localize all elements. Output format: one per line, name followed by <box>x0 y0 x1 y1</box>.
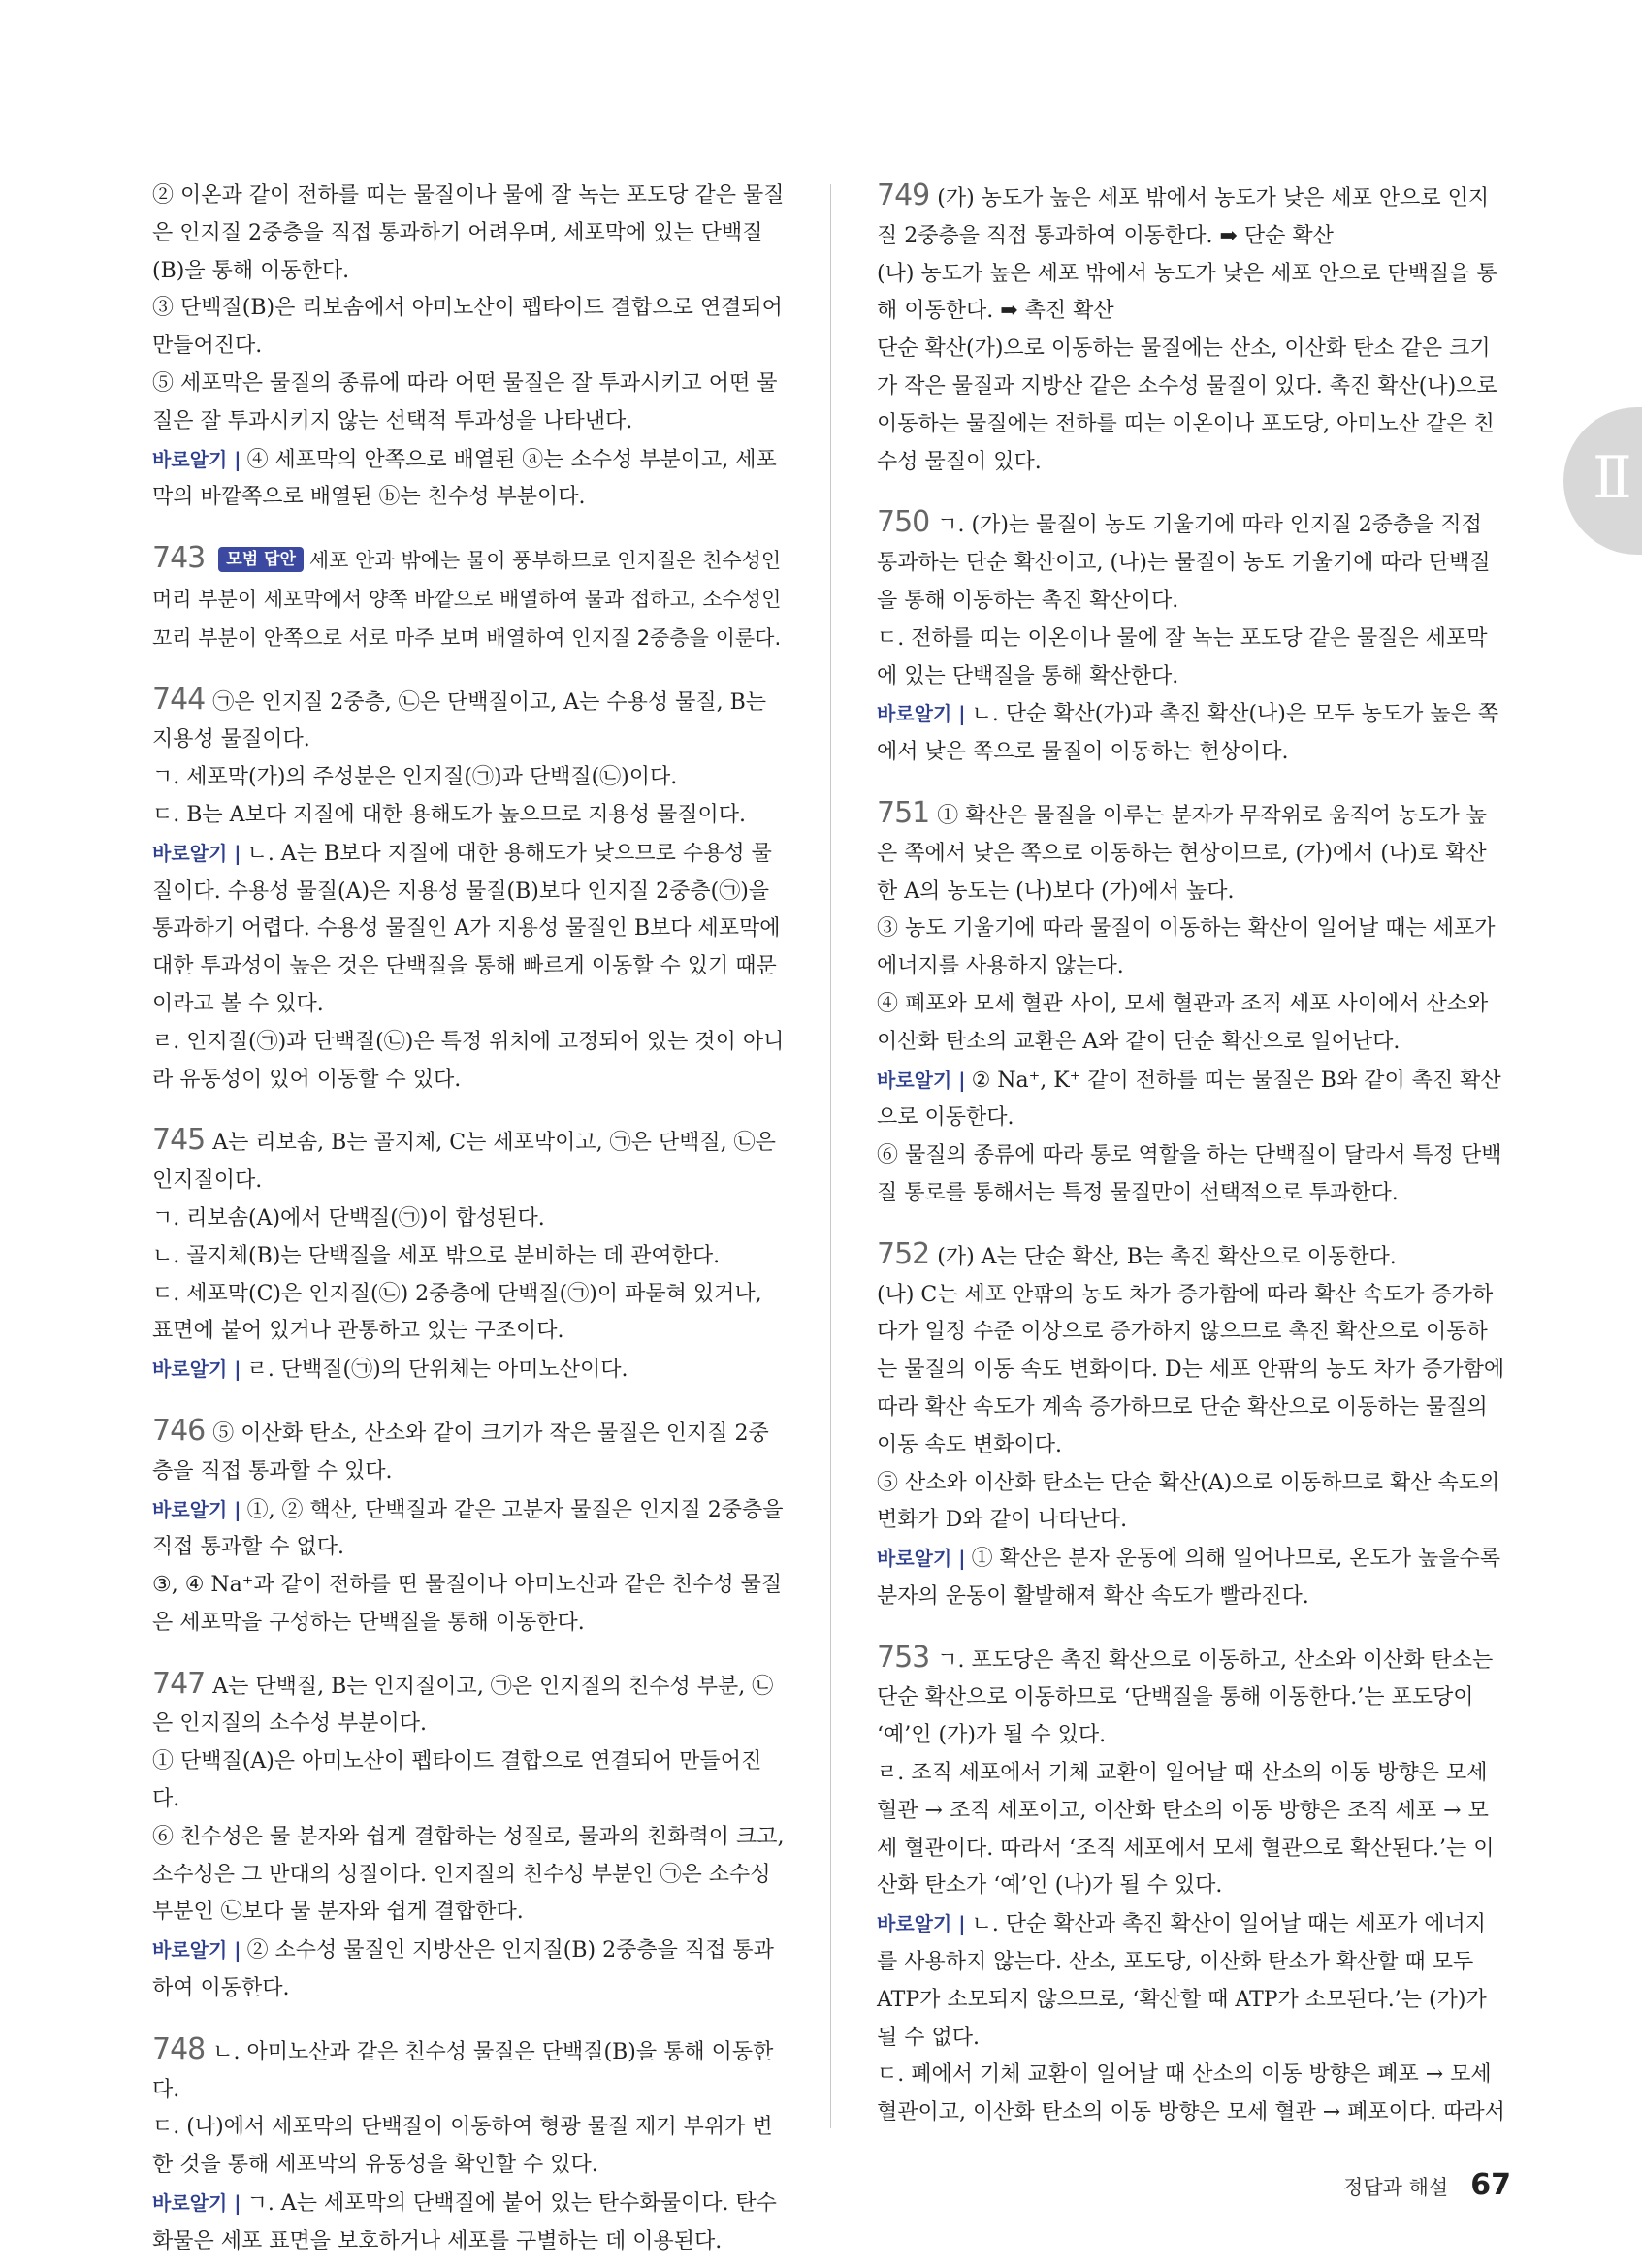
paragraph-text: ㄱ. A는 세포막의 단백질에 붙어 있는 탄수화물이다. 탄수화물은 세포 표면을 보호하거나 세포를 구별하는 데 이용된다. <box>152 2191 777 2253</box>
explanation-paragraph <box>152 290 788 366</box>
footer-label: 정답과 해설 <box>1343 2176 1449 2199</box>
answer-entry <box>877 1640 1505 2132</box>
paragraph-text: ③, ④ Na⁺과 같이 전하를 띤 물질이나 아미노산과 같은 친수성 물질은 세포막을 구성하는 단백질을 통해 이동한다. <box>152 1573 783 1635</box>
answer-entry <box>152 177 788 517</box>
explanation-paragraph <box>152 2185 788 2261</box>
explanation-paragraph <box>152 1743 788 1819</box>
paragraph-text: ㄱ. 리보솜(A)에서 단백질(㉠)이 합성된다. <box>152 1205 545 1230</box>
entry-text: ① 확산은 물질을 이루는 분자가 무작위로 움직여 농도가 높은 쪽에서 낮은 쪽으로 이동하는 현상이므로, (가)에서 (나)로 확산한 A의 농도는 (나)보다 (가)에서 높다. <box>877 803 1488 904</box>
paragraph-text: ③ 농도 기울기에 따라 물질이 이동하는 확산이 일어날 때는 세포가 에너지를 사용하지 않는다. <box>877 916 1496 979</box>
entry-first-line <box>152 682 788 760</box>
left-column <box>152 177 788 2261</box>
entry-text: ㄱ. 포도당은 촉진 확산으로 이동하고, 산소와 이산화 탄소는 단순 확산으로 이동하므로 ‘단백질을 통해 이동한다.’는 포도당이 ‘예’인 (가)가 될 수 있다. <box>877 1647 1494 1748</box>
entry-text: ㉠은 인지질 2중층, ㉡은 단백질이고, A는 수용성 물질, B는 지용성 물질이다. <box>152 689 767 752</box>
correction-label: 바로알기 | <box>877 1547 966 1571</box>
entry-first-line <box>877 795 1505 910</box>
answer-entry <box>152 1122 788 1390</box>
question-number: 747 <box>152 1666 206 1701</box>
correction-label: 바로알기 | <box>152 1497 241 1521</box>
paragraph-text: ㄴ. 단순 확산과 촉진 확산이 일어날 때는 세포가 에너지를 사용하지 않는다. 산소, 포도당, 이산화 탄소가 확산할 때 모두 ATP가 소모되지 않으므로, ‘확산할 때 ATP가 소모된다.’는 (가)가 될 수 없다. <box>877 1912 1487 2050</box>
paragraph-text: ③ 단백질(B)은 리보솜에서 아미노산이 펩타이드 결합으로 연결되어 만들어진다. <box>152 296 783 359</box>
explanation-paragraph <box>877 621 1505 696</box>
paragraph-text: ㄴ. 단순 확산(가)과 촉진 확산(나)은 모두 농도가 높은 쪽에서 낮은 쪽으로 물질이 이동하는 현상이다. <box>877 702 1499 765</box>
answer-entry <box>152 1666 788 2008</box>
paragraph-text: ① 확산은 분자 운동에 의해 일어나므로, 온도가 높을수록 분자의 운동이 활발해져 확산 속도가 빨라진다. <box>877 1547 1501 1609</box>
explanation-paragraph <box>877 1137 1505 1213</box>
paragraph-text: ㄷ. 폐에서 기체 교환이 일어날 때 산소의 이동 방향은 폐포 → 모세 혈관이고, 이산화 탄소의 이동 방향은 모세 혈관 → 폐포이다. 따라서 <box>877 2062 1505 2125</box>
question-number: 753 <box>877 1640 930 1675</box>
correction-label: 바로알기 | <box>152 2191 241 2216</box>
answer-entry <box>152 540 788 657</box>
question-number: 752 <box>877 1236 930 1271</box>
question-number: 748 <box>152 2031 206 2066</box>
explanation-paragraph <box>152 1024 788 1100</box>
paragraph-text: ㄹ. 조직 세포에서 기체 교환이 일어날 때 산소의 이동 방향은 모세 혈관 → 조직 세포이고, 이산화 탄소의 이동 방향은 조직 세포 → 모세 혈관이다. 따라서 ‘조직 세포에서 모세 혈관으로 확산된다.’는 이산화 탄소가 ‘예’인 (나)가 될 수 있다. <box>877 1761 1495 1899</box>
section-tab-label: Ⅱ <box>1593 444 1632 512</box>
entry-text: (가) A는 단순 확산, B는 촉진 확산으로 이동한다. <box>937 1244 1397 1269</box>
model-answer-badge: 모범 답안 <box>218 547 304 572</box>
answer-entry <box>152 682 788 1100</box>
paragraph-text: ㄹ. 인지질(㉠)과 단백질(㉡)은 특정 위치에 고정되어 있는 것이 아니라 유동성이 있어 이동할 수 있다. <box>152 1029 785 1092</box>
correction-label: 바로알기 | <box>152 1358 241 1382</box>
explanation-paragraph <box>877 1755 1505 1905</box>
correction-label: 바로알기 | <box>152 1938 241 1963</box>
paragraph-text: ㄷ. (나)에서 세포막의 단백질이 이동하여 형광 물질 제거 부위가 변한 것을 통해 세포막의 유동성을 확인할 수 있다. <box>152 2115 773 2178</box>
paragraph-text: ㄷ. 세포막(C)은 인지질(㉡) 2중층에 단백질(㉠)이 파묻혀 있거나, 표면에 붙어 있거나 관통하고 있는 구조이다. <box>152 1281 762 1344</box>
explanation-paragraph <box>877 910 1505 986</box>
right-column <box>877 177 1505 2132</box>
column-divider <box>830 184 831 2128</box>
explanation-paragraph <box>877 1540 1505 1616</box>
paragraph-text: ⑤ 세포막은 물질의 종류에 따라 어떤 물질은 잘 투과시키고 어떤 물질은 잘 투과시키지 않는 선택적 투과성을 나타낸다. <box>152 370 778 433</box>
entry-text: A는 단백질, B는 인지질이고, ㉠은 인지질의 친수성 부분, ㉡은 인지질의 소수성 부분이다. <box>152 1674 774 1737</box>
question-number: 751 <box>877 795 930 830</box>
entry-first-line <box>152 540 788 657</box>
explanation-paragraph <box>152 366 788 441</box>
explanation-paragraph <box>152 1276 788 1352</box>
correction-label: 바로알기 | <box>152 447 241 471</box>
explanation-paragraph <box>152 797 788 835</box>
explanation-paragraph <box>877 695 1505 772</box>
answer-entry <box>152 2031 788 2261</box>
question-number: 749 <box>877 178 930 212</box>
section-tab <box>1563 407 1642 555</box>
question-number: 744 <box>152 682 206 717</box>
entry-text: A는 리보솜, B는 골지체, C는 세포막이고, ㉠은 단백질, ㉡은 인지질이다. <box>152 1131 776 1194</box>
entry-text: ㄴ. 아미노산과 같은 친수성 물질은 단백질(B)을 통해 이동한다. <box>152 2039 774 2102</box>
entry-first-line <box>877 177 1505 256</box>
explanation-paragraph <box>152 177 788 290</box>
explanation-paragraph <box>152 1491 788 1568</box>
paragraph-text: ①, ② 핵산, 단백질과 같은 고분자 물질은 인지질 2중층을 직접 통과할 수 없다. <box>152 1497 784 1560</box>
paragraph-text: ㄹ. 단백질(㉠)의 단위체는 아미노산이다. <box>246 1358 628 1383</box>
explanation-paragraph <box>152 1567 788 1643</box>
explanation-paragraph <box>152 1932 788 2008</box>
explanation-paragraph <box>152 2109 788 2185</box>
paragraph-text: ② 소수성 물질인 지방산은 인지질(B) 2중층을 직접 통과하여 이동한다. <box>152 1938 774 2001</box>
entry-first-line <box>877 504 1505 620</box>
explanation-paragraph <box>877 1905 1505 2057</box>
paragraph-text: (나) 농도가 높은 세포 밖에서 농도가 낮은 세포 안으로 단백질을 통해 이동한다. ➡ 촉진 확산 <box>877 261 1497 324</box>
paragraph-text: ⑥ 친수성은 물 분자와 쉽게 결합하는 성질로, 물과의 친화력이 크고, 소수성은 그 반대의 성질이다. 인지질의 친수성 부분인 ㉠은 소수성 부분인 ㉡보다 물 분자와 쉽게 결합한다. <box>152 1824 785 1925</box>
entry-first-line <box>152 1413 788 1491</box>
correction-label: 바로알기 | <box>877 702 966 726</box>
explanation-paragraph <box>152 759 788 797</box>
explanation-paragraph <box>152 1819 788 1932</box>
explanation-paragraph <box>152 1200 788 1238</box>
entry-text: ⑤ 이산화 탄소, 산소와 같이 크기가 작은 물질은 인지질 2중층을 직접 통과할 수 있다. <box>152 1421 769 1484</box>
answer-entry <box>877 177 1505 481</box>
entry-first-line <box>152 1666 788 1744</box>
answer-entry <box>152 1413 788 1643</box>
paragraph-text: ① 단백질(A)은 아미노산이 펩타이드 결합으로 연결되어 만들어진다. <box>152 1749 762 1812</box>
question-number: 743 <box>152 541 206 576</box>
entry-first-line <box>152 1122 788 1200</box>
entry-first-line <box>877 1640 1505 1755</box>
paragraph-text: ⑥ 물질의 종류에 따라 통로 역할을 하는 단백질이 달라서 특정 단백질 통로를 통해서는 특정 물질만이 선택적으로 투과한다. <box>877 1143 1502 1205</box>
correction-label: 바로알기 | <box>877 1912 966 1936</box>
answer-entry <box>877 1236 1505 1616</box>
explanation-paragraph <box>877 986 1505 1062</box>
entry-first-line <box>152 2031 788 2110</box>
explanation-paragraph <box>152 835 788 1024</box>
explanation-paragraph <box>877 256 1505 332</box>
explanation-paragraph <box>877 1062 1505 1138</box>
paragraph-text: ④ 세포막의 안쪽으로 배열된 ⓐ는 소수성 부분이고, 세포막의 바깥쪽으로 배열된 ⓑ는 친수성 부분이다. <box>152 447 777 510</box>
paragraph-text: 단순 확산(가)으로 이동하는 물질에는 산소, 이산화 탄소 같은 크기가 작은 물질과 지방산 같은 소수성 물질이 있다. 촉진 확산(나)으로 이동하는 물질에는 전하를 띠는 이온이나 포도당, 아미노산 같은 친수성 물질이 있다. <box>877 336 1497 474</box>
paragraph-text: ② Na⁺, K⁺ 같이 전하를 띠는 물질은 B와 같이 촉진 확산으로 이동한다. <box>877 1068 1501 1131</box>
paragraph-text: ㄴ. A는 B보다 지질에 대한 용해도가 낮으므로 수용성 물질이다. 수용성 물질(A)은 지용성 물질(B)보다 인지질 2중층(㉠)을 통과하기 어렵다. 수용성 물질인 A가 지용성 물질인 B보다 세포막에 대한 투과성이 높은 것은 단백질을 통해 빠르게 이동할 수 있기 때문이라고 볼 수 있다. <box>152 841 781 1016</box>
page-number: 67 <box>1470 2168 1511 2202</box>
explanation-paragraph <box>877 1277 1505 1465</box>
question-number: 745 <box>152 1123 206 1158</box>
question-number: 750 <box>877 505 930 540</box>
answer-entry <box>877 795 1505 1213</box>
paragraph-text: (나) C는 세포 안팎의 농도 차가 증가함에 따라 확산 속도가 증가하다가 일정 수준 이상으로 증가하지 않으므로 촉진 확산으로 이동하는 물질의 이동 속도 변화이다. D는 세포 안팎의 농도 차가 증가함에 따라 확산 속도가 계속 증가하므로 단순 확산으로 이동하는 물질의 이동 속도 변화이다. <box>877 1282 1505 1457</box>
paragraph-text: ④ 폐포와 모세 혈관 사이, 모세 혈관과 조직 세포 사이에서 산소와 이산화 탄소의 교환은 A와 같이 단순 확산으로 일어난다. <box>877 991 1489 1054</box>
correction-label: 바로알기 | <box>152 841 241 865</box>
question-number: 746 <box>152 1413 206 1448</box>
entry-first-line <box>877 1236 1505 1277</box>
paragraph-text: ㄴ. 골지체(B)는 단백질을 세포 밖으로 분비하는 데 관여한다. <box>152 1243 721 1268</box>
paragraph-text: ② 이온과 같이 전하를 띠는 물질이나 물에 잘 녹는 포도당 같은 물질은 인지질 2중층을 직접 통과하기 어려우며, 세포막에 있는 단백질(B)을 통해 이동한다. <box>152 183 785 283</box>
explanation-paragraph <box>877 331 1505 481</box>
entry-text: (가) 농도가 높은 세포 밖에서 농도가 낮은 세포 안으로 인지질 2중층을 직접 통과하여 이동한다. ➡ 단순 확산 <box>877 186 1490 248</box>
explanation-paragraph <box>152 1351 788 1390</box>
answer-entry <box>877 504 1505 772</box>
explanation-paragraph <box>152 441 788 518</box>
page-footer <box>1343 2168 1511 2202</box>
explanation-paragraph <box>152 1238 788 1276</box>
entry-text: ㄱ. (가)는 물질이 농도 기울기에 따라 인지질 2중층을 직접 통과하는 단순 확산이고, (나)는 물질이 농도 기울기에 따라 단백질을 통해 이동하는 촉진 확산이다. <box>877 513 1491 613</box>
explanation-paragraph <box>877 2057 1505 2132</box>
paragraph-text: ⑤ 산소와 이산화 탄소는 단순 확산(A)으로 이동하므로 확산 속도의 변화가 D와 같이 나타난다. <box>877 1470 1500 1533</box>
explanation-paragraph <box>877 1465 1505 1541</box>
paragraph-text: ㄷ. B는 A보다 지질에 대한 용해도가 높으므로 지용성 물질이다. <box>152 802 747 827</box>
paragraph-text: ㄷ. 전하를 띠는 이온이나 물에 잘 녹는 포도당 같은 물질은 세포막에 있는 단백질을 통해 확산한다. <box>877 625 1488 688</box>
correction-label: 바로알기 | <box>877 1068 966 1092</box>
paragraph-text: ㄱ. 세포막(가)의 주성분은 인지질(㉠)과 단백질(㉡)이다. <box>152 765 678 790</box>
model-answer-text: 세포 안과 밖에는 물이 풍부하므로 인지질은 친수성인 머리 부분이 세포막에서 양쪽 바깥으로 배열하여 물과 접하고, 소수성인 꼬리 부분이 안쪽으로 서로 마주 보며 배열하여 인지질 2중층을 이룬다. <box>152 549 782 650</box>
